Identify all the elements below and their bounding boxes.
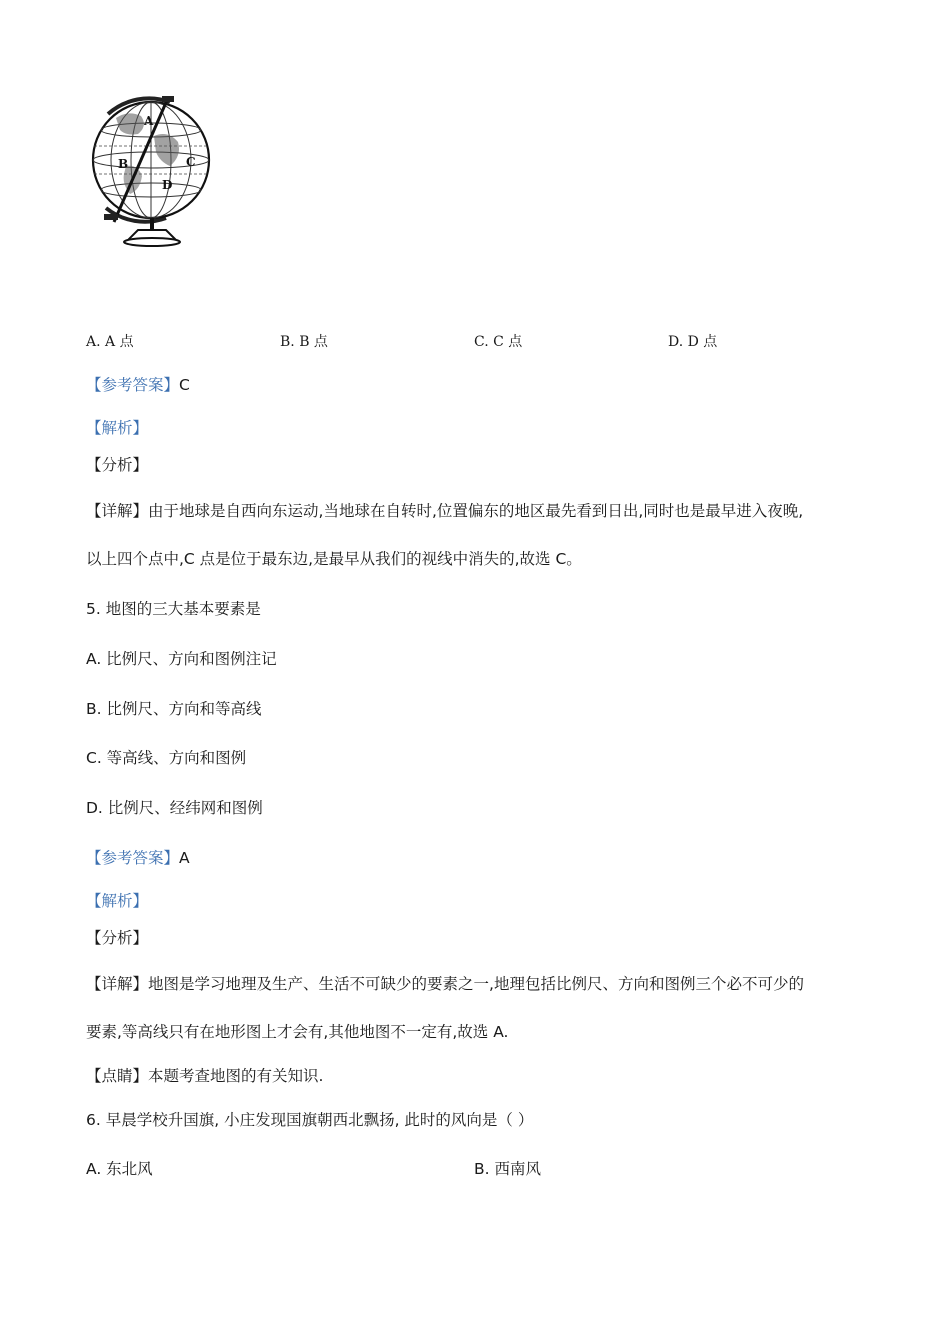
- q6-option-a: A. 东北风: [86, 1160, 153, 1178]
- q4-option-d: D. D 点: [668, 334, 718, 350]
- answer-tag: 【参考答案】: [86, 849, 180, 867]
- q4-option-a: A. A 点: [86, 334, 134, 350]
- q5-option-b: B. 比例尺、方向和等高线: [86, 700, 262, 718]
- q4-detail-line-1: [86, 501, 803, 521]
- q5-option-c: C. 等高线、方向和图例: [86, 749, 247, 767]
- q4-answer: [86, 375, 190, 395]
- q5-option-d: D. 比例尺、经纬网和图例: [86, 799, 263, 817]
- answer-value: A: [179, 849, 190, 867]
- globe-label-d: D: [162, 178, 173, 192]
- q4-analysis-tag: 【解析】: [86, 419, 149, 437]
- detail-tag: 【详解】: [86, 975, 149, 993]
- q5-fenxi: 【分析】: [86, 929, 149, 947]
- q4-option-c: C. C 点: [474, 334, 523, 350]
- q4-detail-line-2: 以上四个点中,C 点是位于最东边,是最早从我们的视线中消失的,故选 C。: [86, 550, 582, 568]
- q5-detail-line-1: [86, 974, 804, 994]
- q5-answer: [86, 848, 190, 868]
- q5-option-a: A. 比例尺、方向和图例注记: [86, 650, 277, 668]
- q5-detail-line-2: 要素,等高线只有在地形图上才会有,其他地图不一定有,故选 A.: [86, 1023, 509, 1041]
- q4-option-b: B. B 点: [280, 334, 328, 350]
- globe-label-c: C: [186, 155, 196, 169]
- detail-tag: 【详解】: [86, 502, 149, 520]
- globe-label-a: A: [144, 114, 154, 128]
- q6-option-b: B. 西南风: [474, 1160, 541, 1178]
- detail-text: 地图是学习地理及生产、生活不可缺少的要素之一,地理包括比例尺、方向和图例三个必不可少的: [148, 975, 804, 993]
- q5-analysis-tag: 【解析】: [86, 892, 149, 910]
- globe-label-b: B: [118, 157, 129, 171]
- answer-value: C: [179, 376, 190, 394]
- detail-text: 由于地球是自西向东运动,当地球在自转时,位置偏东的地区最先看到日出,同时也是最早进入夜晚,: [148, 502, 804, 520]
- q4-fenxi: 【分析】: [86, 456, 149, 474]
- q5-dianjing: 【点睛】本题考查地图的有关知识.: [86, 1067, 324, 1085]
- q5-stem: 5. 地图的三大基本要素是: [86, 600, 261, 618]
- globe-figure: [86, 96, 216, 248]
- q6-stem: 6. 早晨学校升国旗, 小庄发现国旗朝西北飘扬, 此时的风向是（ ）: [86, 1111, 534, 1129]
- answer-tag: 【参考答案】: [86, 376, 180, 394]
